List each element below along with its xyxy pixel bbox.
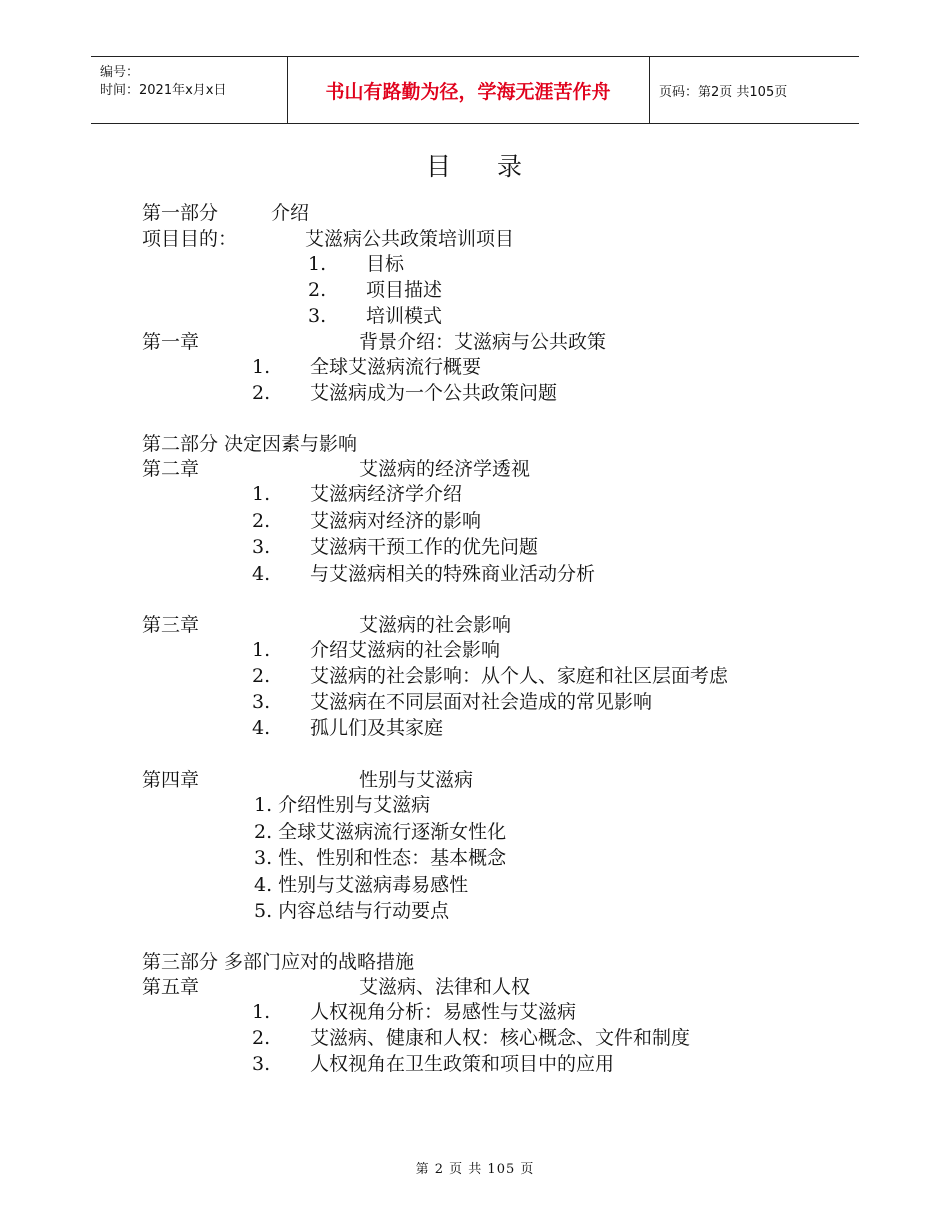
header-page-cell — [649, 57, 859, 123]
toc-item-text: 艾滋病经济学介绍 — [310, 483, 463, 505]
toc-item-text: 人权视角分析：易感性与艾滋病 — [310, 1001, 577, 1023]
chapter5-label: 第五章 — [142, 976, 200, 998]
toc-item-num: 2. — [252, 510, 271, 532]
toc-item: 3. 性、性别和性态：基本概念 — [254, 847, 507, 869]
toc-item-text: 艾滋病干预工作的优先问题 — [310, 536, 539, 558]
page-footer: 第 2 页 共 105 页 — [415, 1162, 535, 1177]
toc-item-text: 全球艾滋病流行概要 — [310, 356, 482, 378]
toc-item-text: 目标 — [366, 253, 405, 275]
document-header — [91, 56, 859, 124]
toc-item-num: 1. — [252, 639, 271, 661]
toc-item-num: 1. — [252, 356, 271, 378]
chapter2-title: 艾滋病的经济学透视 — [359, 458, 531, 480]
toc-item-num: 3. — [252, 1053, 271, 1075]
toc-item-num: 3. — [252, 691, 271, 713]
chapter2-label: 第二章 — [142, 458, 200, 480]
title-char-1: 目 — [425, 152, 453, 181]
toc-item: 1. 介绍性别与艾滋病 — [254, 794, 431, 816]
part3-heading: 第三部分 多部门应对的战略措施 — [142, 951, 415, 973]
toc-item-text: 介绍艾滋病的社会影响 — [310, 639, 501, 661]
number-label: 编号： — [100, 65, 140, 80]
time-label: 时间：2021年x月x日 — [100, 83, 227, 98]
toc-item-num: 4. — [252, 563, 271, 585]
toc-item-text: 艾滋病的社会影响：从个人、家庭和社区层面考虑 — [310, 665, 729, 687]
toc-item-num: 1. — [252, 483, 271, 505]
toc-item-num: 1. — [252, 1001, 271, 1023]
toc-item-text: 艾滋病成为一个公共政策问题 — [310, 382, 558, 404]
toc-item-text: 项目描述 — [366, 279, 443, 301]
project-title: 艾滋病公共政策培训项目 — [305, 228, 515, 250]
part1-title: 介绍 — [271, 202, 310, 224]
toc-item-num: 3. — [252, 536, 271, 558]
toc-item: 2. 全球艾滋病流行逐渐女性化 — [254, 821, 507, 843]
toc-item-num: 2. — [252, 382, 271, 404]
chapter5-title: 艾滋病、法律和人权 — [359, 976, 531, 998]
toc-item-num: 2. — [308, 279, 327, 301]
title-char-2: 录 — [497, 152, 525, 181]
toc-item: 5. 内容总结与行动要点 — [254, 900, 450, 922]
page-title — [0, 147, 950, 183]
toc-item-num: 1. — [308, 253, 327, 275]
toc-item-num: 2. — [252, 1027, 271, 1049]
project-label: 项目目的： — [142, 228, 238, 250]
toc-item: 4. 性别与艾滋病毒易感性 — [254, 874, 469, 896]
toc-item-num: 3. — [308, 305, 327, 327]
toc-item-text: 艾滋病、健康和人权：核心概念、文件和制度 — [310, 1027, 691, 1049]
chapter4-title: 性别与艾滋病 — [359, 769, 474, 791]
chapter3-title: 艾滋病的社会影响 — [359, 614, 512, 636]
chapter1-label: 第一章 — [142, 331, 200, 353]
page-info: 页码：第2页 共105页 — [659, 85, 788, 100]
toc-item-text: 培训模式 — [366, 305, 443, 327]
chapter3-label: 第三章 — [142, 614, 200, 636]
chapter4-label: 第四章 — [142, 769, 200, 791]
toc-item-text: 艾滋病在不同层面对社会造成的常见影响 — [310, 691, 653, 713]
part1-label: 第一部分 — [142, 202, 219, 224]
toc-item-text: 孤儿们及其家庭 — [310, 717, 444, 739]
toc-item-num: 2. — [252, 665, 271, 687]
toc-item-text: 艾滋病对经济的影响 — [310, 510, 482, 532]
part2-heading: 第二部分 决定因素与影响 — [142, 433, 358, 455]
toc-item-num: 4. — [252, 717, 271, 739]
header-meta-cell — [91, 57, 288, 123]
header-motto-cell — [287, 57, 650, 123]
toc-item-text: 人权视角在卫生政策和项目中的应用 — [310, 1053, 615, 1075]
motto: 书山有路勤为径，学海无涯苦作舟 — [325, 81, 611, 103]
chapter1-title: 背景介绍：艾滋病与公共政策 — [359, 331, 607, 353]
toc-item-text: 与艾滋病相关的特殊商业活动分析 — [310, 563, 596, 585]
